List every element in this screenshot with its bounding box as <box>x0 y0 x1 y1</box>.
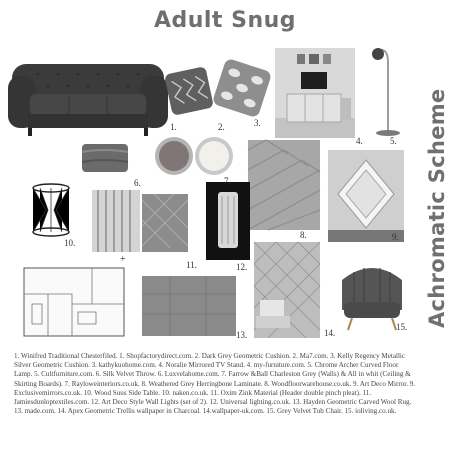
item-number-1: 1. <box>170 122 177 132</box>
silver-geometric-cushion-image <box>210 56 274 120</box>
svg-text:+: + <box>120 254 126 265</box>
scheme-vertical-title: Achromatic Scheme <box>425 88 449 328</box>
item-number-6: 6. <box>134 178 141 188</box>
item-number-2: 2. <box>218 122 225 132</box>
item-number-7: 7. <box>224 176 231 186</box>
herringbone-laminate-image <box>248 140 320 230</box>
item-number-12: 12. <box>236 262 248 272</box>
chesterfield-sofa-image <box>8 58 168 140</box>
chrome-floor-lamp-image <box>370 42 404 138</box>
mirrored-tv-stand-image <box>275 48 355 138</box>
geometric-wool-rug-image <box>140 274 238 338</box>
product-source-caption: 1. Winifred Traditional Chesterfiled. 1. Shopfactorydirect.com. 2. Dark Grey Geometric Cushion. 2. Ma7.com. 3. Kelly Regency Metallic Silver Geometric Cushion. 3. kathykuohome.com. 4. Noralie Mirrored TV Stand. 4. my-furniture.com. 5. Chrome Archer Curved Floor Lamp. 5. Cultfurniture.com. 6. Silk Velvet Throw. 6. Luxvelahome.com. 7. Farrow &Ball Charleston Grey (Walls) & All in whit (Ceiling & Skirting Boards). 7. Rayloweinteriors.co.uk. 8. Weathered Grey Herringbone Laminate. 8. Woodfloorwarehouse.co.uk. 9. Art Deco Mirror. 9. Exclusivemirrors.co.uk. 10. Wood Suus Side Table. 10. naken.co.uk. 11. Oxim Zink Material (Header double pinch pleat). 11. Jamiesdunloptextiles.com. 12. Art Deco Style Wall Lights (set of 2). 12. Universal lighting.co.uk. 13. Hayden Geometric Carved Wool Rug. 13. made.com. 14. Apex Geometric Trellis wallpaper in Charcoal. 14.wallpaper-uk.com. 15. Grey Velvet Tub Chair. 15. ioliving.co.uk. <box>14 352 416 416</box>
item-number-3: 3. <box>254 118 261 128</box>
item-number-8: 8. <box>300 230 307 240</box>
wire-side-table-image <box>28 182 74 238</box>
item-number-13: 13. <box>236 330 248 340</box>
velvet-tub-chair-image <box>334 258 410 332</box>
velvet-throw-image <box>78 138 132 178</box>
item-number-5: 5. <box>390 136 397 146</box>
item-number-15: 15. <box>396 322 408 332</box>
trellis-wallpaper-image <box>254 242 320 338</box>
moodboard-title: Adult Snug <box>153 8 297 33</box>
item-number-11: 11. <box>186 260 197 270</box>
item-number-10: 10. <box>64 238 76 248</box>
art-deco-mirror-image <box>328 150 404 242</box>
curtain-fabric-image <box>92 190 190 256</box>
item-number-9: 9. <box>392 232 399 242</box>
paint-swatches-image <box>152 134 238 180</box>
art-deco-wall-light-image <box>206 182 250 260</box>
item-number-14: 14. <box>324 328 336 338</box>
item-number-4: 4. <box>356 136 363 146</box>
floor-plan-image <box>22 254 128 340</box>
